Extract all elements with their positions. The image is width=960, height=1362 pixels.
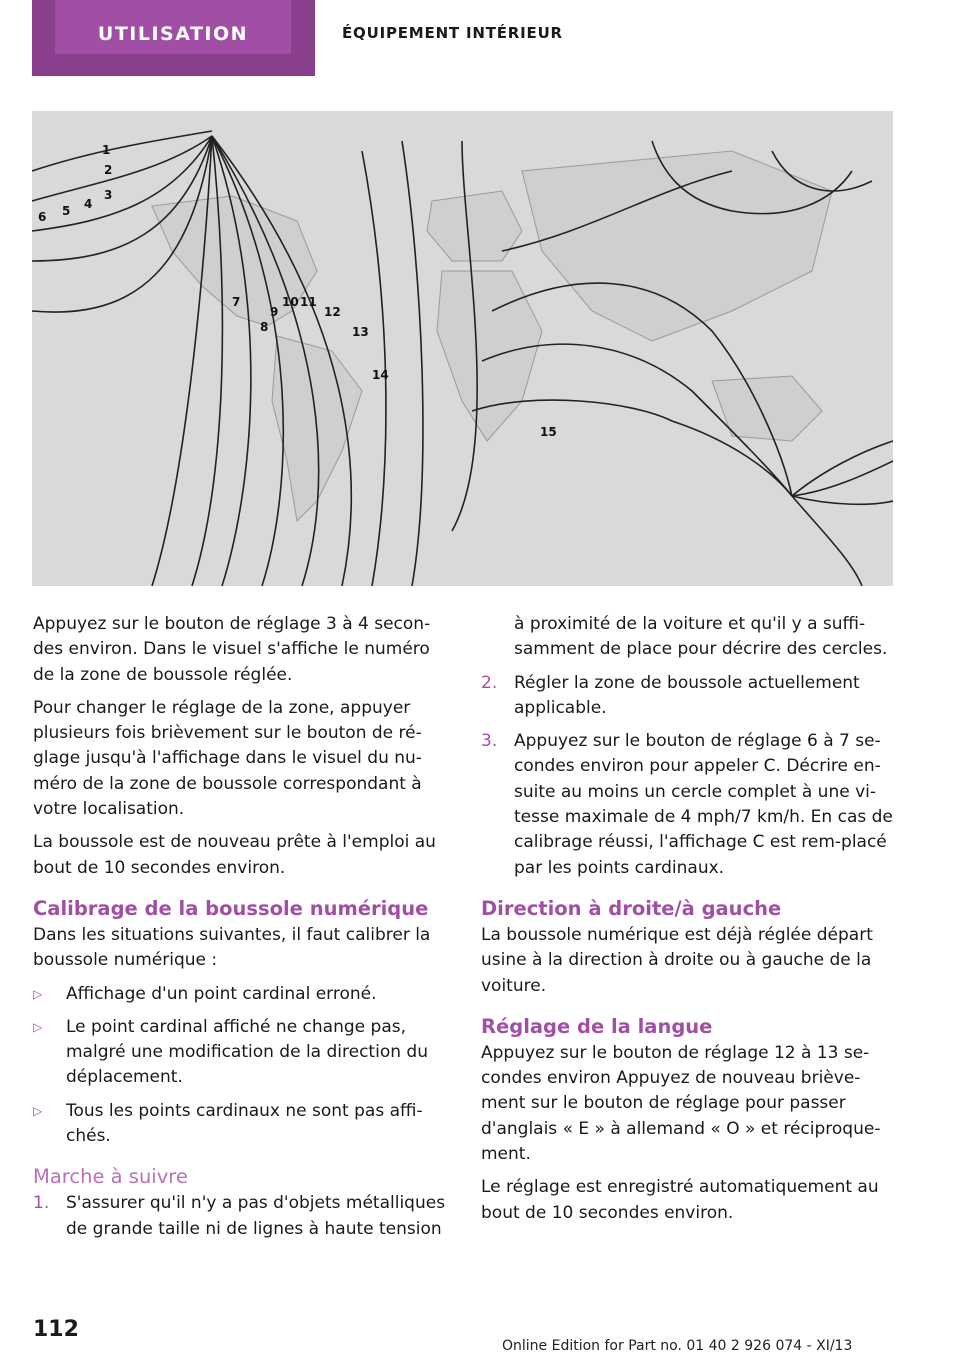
zone-label: 7: [232, 295, 241, 309]
zone-label: 3: [104, 188, 113, 202]
triangle-bullet-icon: ▷: [33, 1103, 43, 1118]
zone-label: 9: [270, 305, 279, 319]
list-item-text: Affichage d'un point cardinal erroné.: [66, 983, 377, 1004]
compass-zone-map-svg: [32, 111, 893, 586]
zone-label: 1: [102, 143, 111, 157]
heading-direction: Direction à droite/à gauche: [481, 896, 782, 920]
step-number: 2.: [481, 672, 498, 693]
step-text: à proximité de la voiture et qu'il y a suffi-samment de place pour décrire des cercles.: [514, 614, 888, 660]
zone-label: 8: [260, 320, 269, 334]
list-item: [33, 982, 448, 1007]
triangle-bullet-icon: ▷: [33, 1019, 43, 1034]
isoline: [402, 141, 423, 586]
zone-label: 14: [372, 368, 389, 382]
heading-langue: Réglage de la langue: [481, 1014, 713, 1038]
step-item: [33, 1191, 448, 1242]
paragraph: Appuyez sur le bouton de réglage 3 à 4 secon-des environ. Dans le visuel s'affiche le numéro de la zone de boussole réglée.: [33, 614, 431, 685]
step-number: 3.: [481, 731, 498, 752]
heading-marche: Marche à suivre: [33, 1165, 188, 1189]
right-column: [481, 612, 896, 1234]
isoline: [792, 496, 893, 504]
zone-label: 10: [282, 295, 299, 309]
left-column: [33, 612, 448, 1250]
isoline: [32, 136, 212, 201]
list-item: [33, 1015, 448, 1091]
paragraph: Le réglage est enregistré automatiquement au bout de 10 secondes environ.: [481, 1177, 879, 1223]
compass-zone-map: [32, 111, 893, 586]
zone-label: 11: [300, 295, 317, 309]
triangle-bullet-icon: ▷: [33, 986, 43, 1001]
step-item: [481, 729, 896, 881]
zone-label: 12: [324, 305, 341, 319]
paragraph: Appuyez sur le bouton de réglage 12 à 13 se-condes environ Appuyez de nouveau briève-ment sur le bouton de réglage pour passer d'anglais « E » à allemand « O » et réciproque-ment.: [481, 1042, 881, 1165]
step-text: Régler la zone de boussole actuellement applicable.: [514, 672, 860, 718]
zone-label: 5: [62, 204, 71, 218]
page-number: 112: [33, 1317, 79, 1342]
continents: [152, 151, 832, 521]
isoline: [32, 131, 212, 171]
paragraph: Dans les situations suivantes, il faut calibrer la boussole numérique :: [33, 924, 431, 971]
isoline: [792, 461, 893, 496]
paragraph: La boussole numérique est déjà réglée départ usine à la direction à droite ou à gauche de la voiture.: [481, 924, 873, 996]
list-item: [33, 1099, 448, 1150]
isoline: [792, 496, 862, 586]
steps-list: [33, 1191, 448, 1242]
step-number: 1.: [33, 1193, 50, 1214]
list-item-text: Tous les points cardinaux ne sont pas affi-chés.: [66, 1100, 423, 1147]
steps-list-cont: [481, 612, 896, 881]
asia-shape: [522, 151, 832, 341]
footer-edition: Online Edition for Part no. 01 40 2 926 074 - XI/13: [502, 1338, 853, 1354]
zone-label: 15: [540, 425, 557, 439]
chapter-tab: UTILISATION: [55, 0, 291, 54]
list-item-text: Le point cardinal affiché ne change pas, malgré une modification de la direction du déplacement.: [66, 1016, 428, 1088]
australia-shape: [712, 376, 822, 441]
zone-label: 2: [104, 163, 113, 177]
step-item: [481, 612, 896, 663]
paragraph: Pour changer le réglage de la zone, appuyer plusieurs fois brièvement sur le bouton de ré-glage jusqu'à l'affichage dans le visuel du nu-méro de la zone de boussole correspondant à votre localisation.: [33, 697, 422, 820]
zone-label: 6: [38, 210, 47, 224]
zone-label: 4: [84, 197, 93, 211]
step-text: Appuyez sur le bouton de réglage 6 à 7 se-condes environ pour appeler C. Décrire en-suite au moins un cercle complet à une vi-tesse maximale de 4 mph/7 km/h. En cas de calibrage réussi, l'affichage C est rem-placé par les points cardinaux.: [514, 731, 893, 878]
paragraph: La boussole est de nouveau prête à l'emploi au bout de 10 secondes environ.: [33, 832, 436, 878]
step-text: S'assurer qu'il n'y a pas d'objets métalliques de grande taille ni de lignes à haute tension: [66, 1193, 446, 1239]
zone-label: 13: [352, 325, 369, 339]
section-title: ÉQUIPEMENT INTÉRIEUR: [342, 24, 563, 42]
bullet-list: [33, 982, 448, 1150]
heading-calibrage: Calibrage de la boussole numérique: [33, 896, 429, 920]
step-item: [481, 671, 896, 722]
